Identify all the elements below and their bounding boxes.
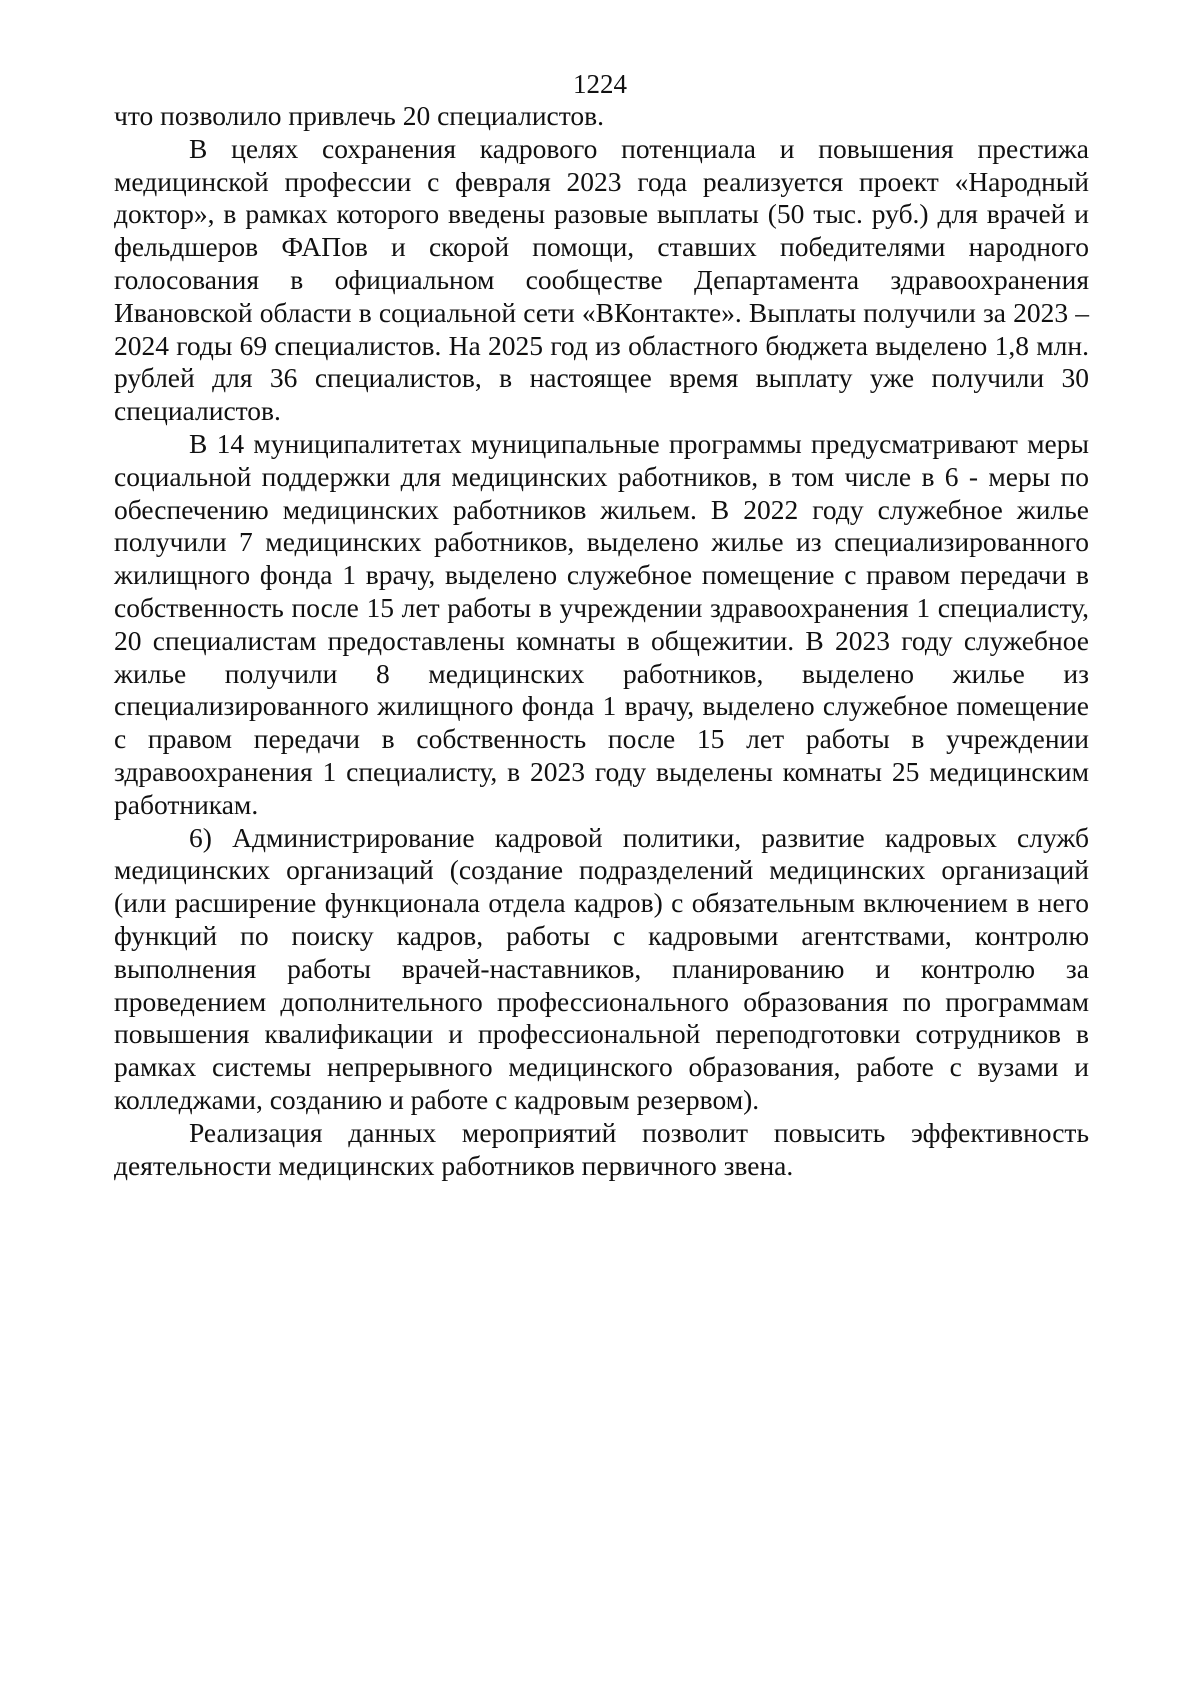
page-number: 1224 — [573, 69, 627, 99]
paragraph-narodny-doktor: В целях сохранения кадрового потенциала и повышения престижа медицинской профессии с февраля 2023 года реализуется проект «Народный доктор», в рамках которого введены разовые выплаты (50 тыс. руб.) для врачей и фельдшеров ФАПов и скорой помощи, ставших победителями народного голосования в официальном сообществе Департамента здравоохранения Ивановской области в социальной сети «ВКонтакте». Выплаты получили за 2023 – 2024 годы 69 специалистов. На 2025 год из областного бюджета выделено 1,8 млн. рублей для 36 специалистов, в настоящее время выплату уже получили 30 специалистов. — [114, 132, 1089, 427]
paragraph-housing-support: В 14 муниципалитетах муниципальные программы предусматривают меры социальной поддержки для медицинских работников, в том числе в 6 - меры по обеспечению медицинских работников жильем. В 2022 году служебное жилье получили 7 медицинских работников, выделено жилье из специализированного жилищного фонда 1 врачу, выделено служебное помещение с правом передачи в собственность после 15 лет работы в учреждении здравоохранения 1 специалисту, 20 специалистам предоставлены комнаты в общежитии. В 2023 году служебное жилье получили 8 медицинских работников, выделено жилье из специализированного жилищного фонда 1 врачу, выделено служебное помещение с правом передачи в собственность после 15 лет работы в учреждении здравоохранения 1 специалисту, в 2023 году выделены комнаты 25 медицинским работникам. — [114, 427, 1089, 820]
paragraph-hr-administration: 6) Администрирование кадровой политики, развитие кадровых служб медицинских организаций (создание подразделений медицинских организаций (или расширение функционала отдела кадров) с обязательным включением в него функций по поиску кадров, работы с кадровыми агентствами, контролю выполнения работы врачей-наставников, планированию и контролю за проведением дополнительного профессионального образования по программам повышения квалификации и профессиональной переподготовки сотрудников в рамках системы непрерывного медицинского образования, работе с вузами и колледжами, созданию и работе с кадровым резервом). — [114, 821, 1089, 1115]
document-body — [114, 100, 1089, 1182]
paragraph-conclusion: Реализация данных мероприятий позволит повысить эффективность деятельности медицинских работников первичного звена. — [114, 1116, 1089, 1181]
paragraph-continuation: что позволило привлечь 20 специалистов. — [114, 100, 605, 131]
